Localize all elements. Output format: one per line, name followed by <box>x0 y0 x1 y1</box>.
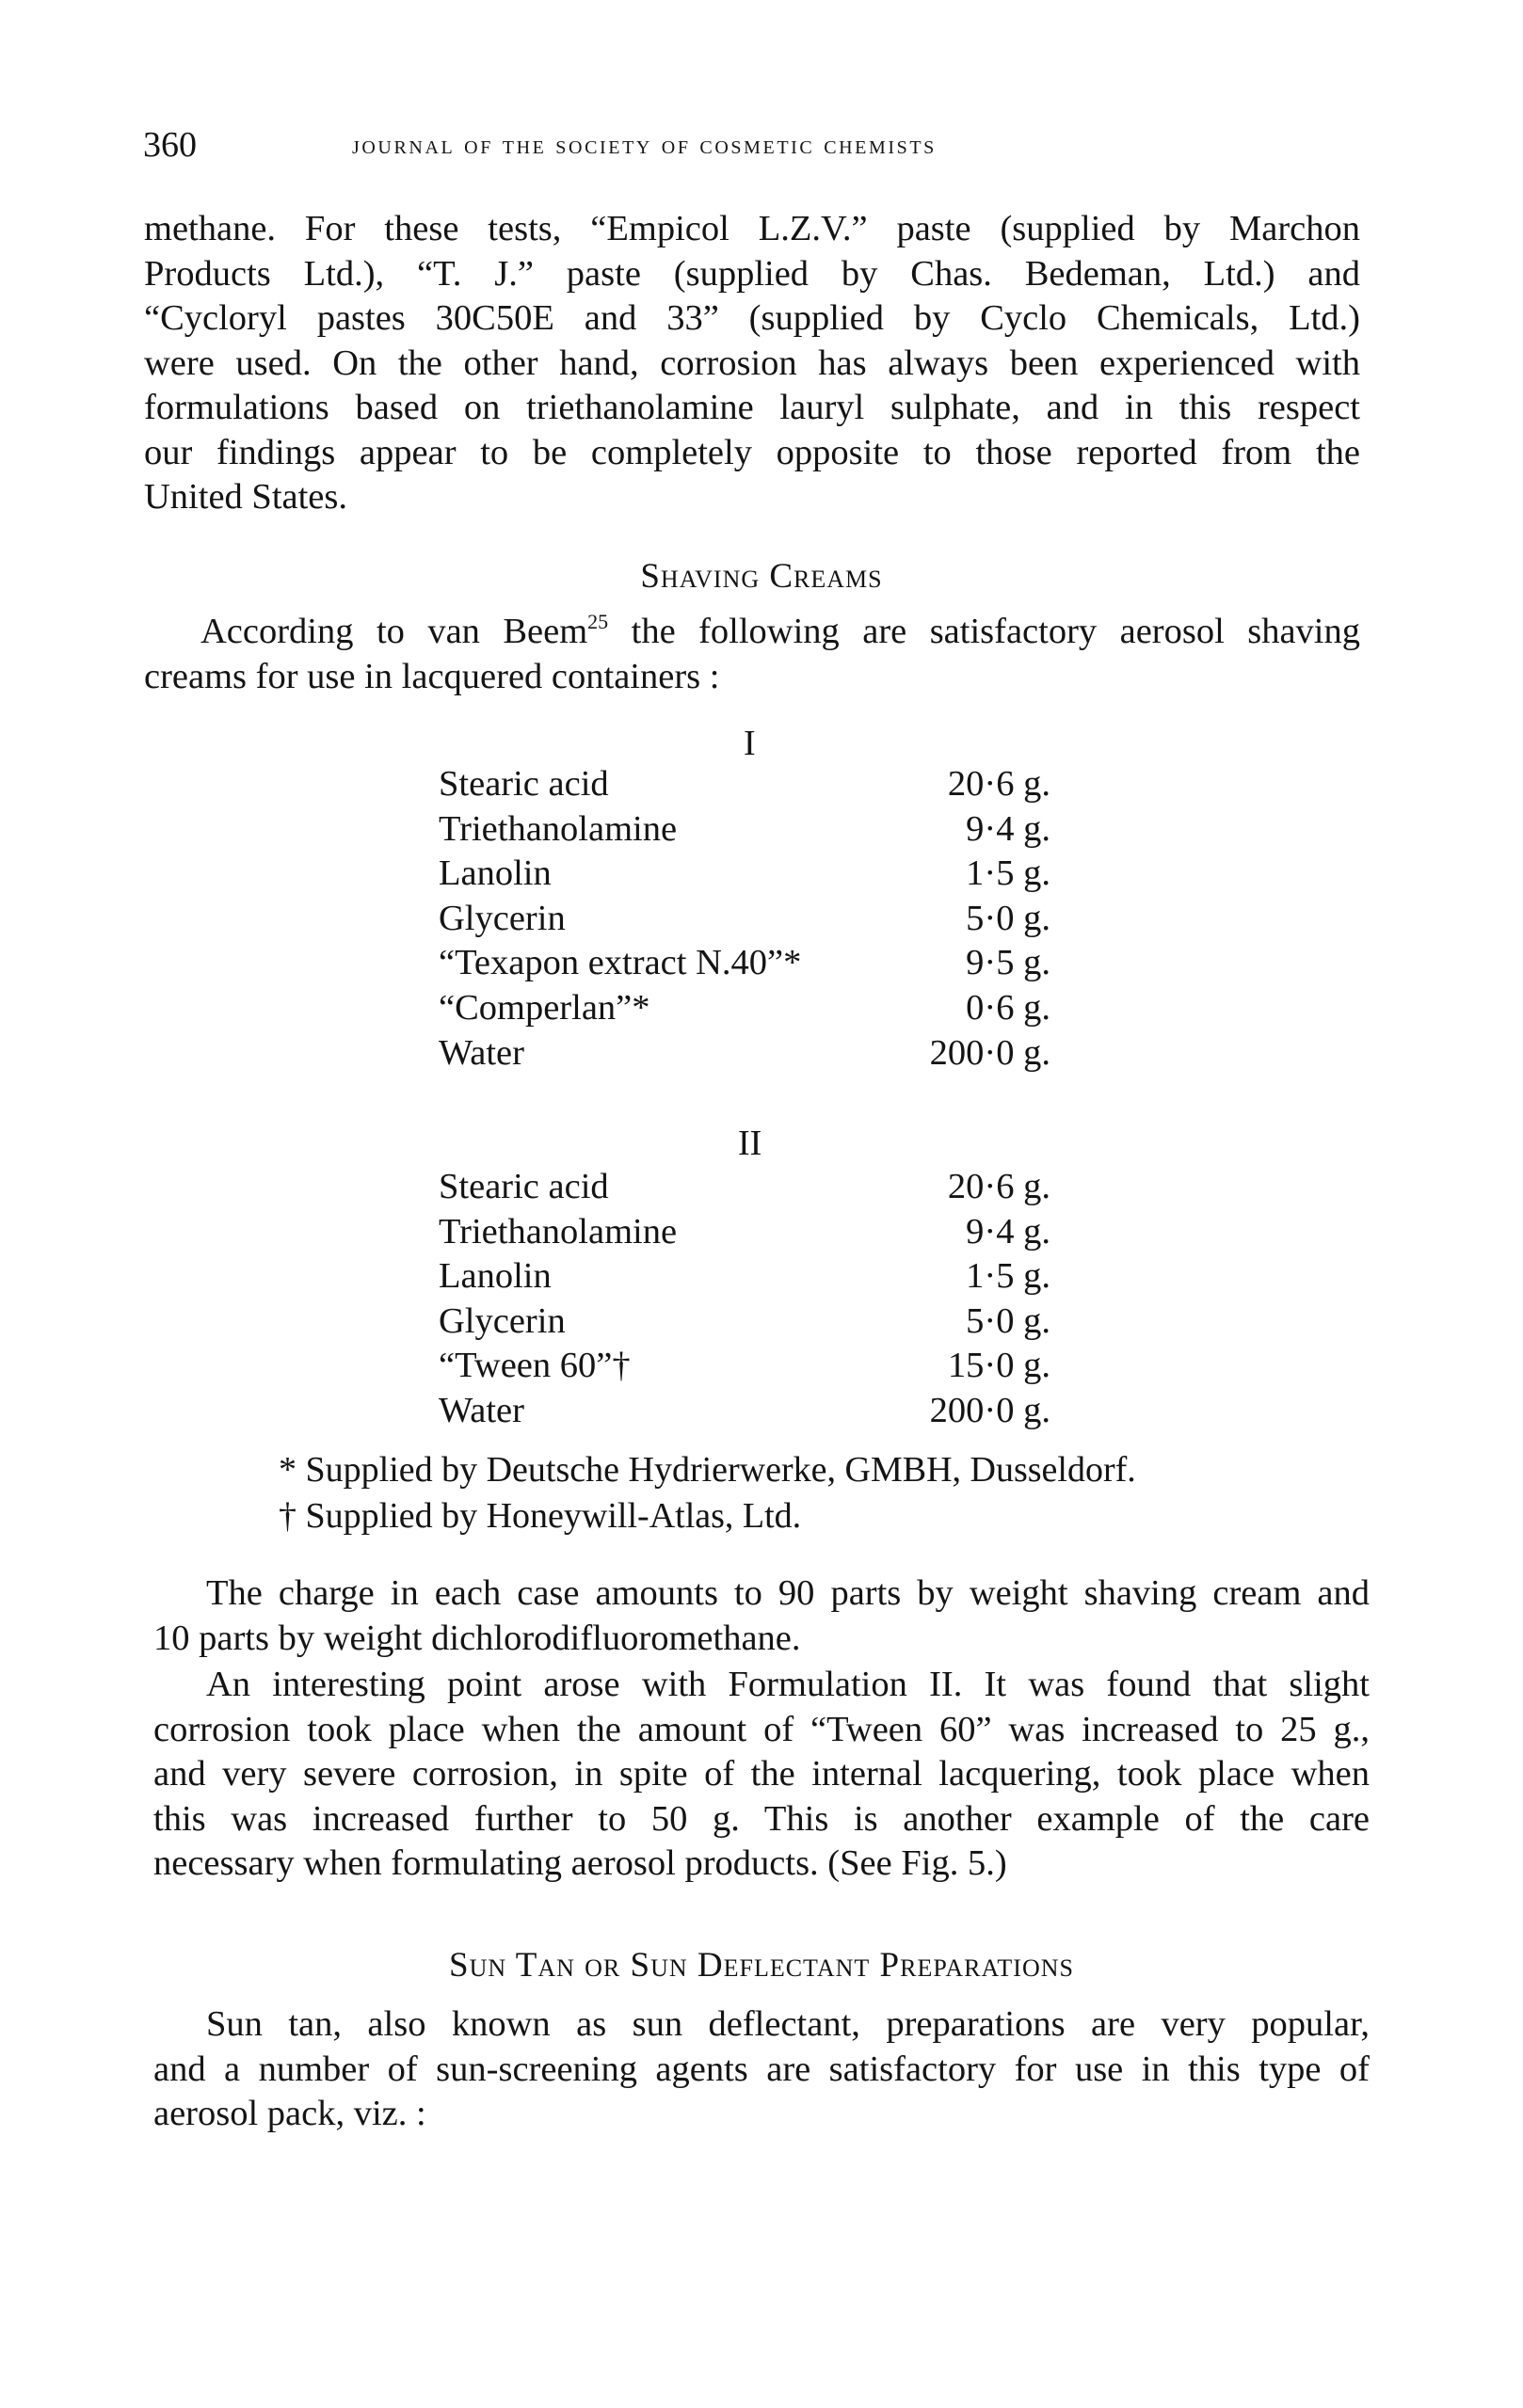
ingredient-amount: 200·0 g. <box>929 1390 1050 1430</box>
text-line: our findings appear to be completely opposite to those reported from the <box>144 432 1360 472</box>
ingredient-amount: 20·6 g. <box>947 1167 1050 1206</box>
text-fragment: the following are satisfactory aerosol shaving <box>608 612 1360 651</box>
ingredient-name: “Tween 60”† <box>439 1346 631 1386</box>
ingredient-name: Lanolin <box>439 1256 552 1297</box>
text-line: Sun tan, also known as sun deflectant, preparations are very popular, <box>206 2004 1370 2044</box>
formula-row <box>439 1254 1050 1300</box>
text-line: The charge in each case amounts to 90 parts by weight shaving cream and <box>206 1573 1370 1613</box>
ingredient-amount: 5·0 g. <box>966 1300 1050 1341</box>
formula-row <box>439 1031 1050 1076</box>
ingredient-amount: 9·4 g. <box>966 808 1050 849</box>
formula-row <box>439 1300 1050 1345</box>
text-line: methane. For these tests, “Empicol L.Z.V.” paste (supplied by Marchon <box>144 209 1360 248</box>
shaving-intro-paragraph <box>144 610 1360 699</box>
section-heading-sun-tan: Sun Tan or Sun Deflectant Preparations <box>449 1946 1074 1985</box>
formula-row <box>439 1389 1050 1434</box>
text-line: “Cycloryl pastes 30C50E and 33” (supplied by Cyclo Chemicals, Ltd.) <box>144 298 1360 338</box>
ingredient-amount: 0·6 g. <box>966 987 1050 1028</box>
formula-row <box>439 807 1050 853</box>
text-line: this was increased further to 50 g. This is another example of the care <box>153 1798 1370 1839</box>
intro-paragraph <box>144 207 1360 520</box>
ingredient-amount: 5·0 g. <box>966 898 1050 938</box>
formula-row <box>439 1210 1050 1255</box>
ingredient-amount: 9·4 g. <box>966 1211 1050 1252</box>
text-line: 10 parts by weight dichlorodifluoromethane. <box>153 1618 801 1658</box>
ingredient-name: Glycerin <box>439 1300 566 1341</box>
footnote: * Supplied by Deutsche Hydrierwerke, GMBH, Dusseldorf. <box>279 1450 1136 1490</box>
formula-label: II <box>738 1124 762 1163</box>
section-heading-shaving-creams: Shaving Creams <box>640 557 883 596</box>
formula-table <box>439 762 1050 1076</box>
interesting-paragraph <box>153 1663 1370 1887</box>
formula-row <box>439 1165 1050 1210</box>
ingredient-amount: 20·6 g. <box>947 764 1050 804</box>
formula-row <box>439 1344 1050 1389</box>
text-line: Products Ltd.), “T. J.” paste (supplied by Chas. Bedeman, Ltd.) and <box>144 253 1360 294</box>
formula-row <box>439 762 1050 807</box>
ingredient-amount: 9·5 g. <box>966 943 1050 983</box>
formula-table <box>439 1165 1050 1434</box>
ingredient-amount: 1·5 g. <box>966 1256 1050 1297</box>
ingredient-amount: 200·0 g. <box>929 1032 1050 1073</box>
text-line: An interesting point arose with Formulation II. It was found that slight <box>206 1665 1370 1704</box>
ingredient-name: Glycerin <box>439 898 566 938</box>
ingredient-amount: 15·0 g. <box>947 1346 1050 1386</box>
ingredient-name: Triethanolamine <box>439 1211 678 1252</box>
formula-row <box>439 897 1050 942</box>
journal-title: journal of the society of cosmetic chemists <box>352 130 937 160</box>
reference-superscript: 25 <box>587 610 609 633</box>
formula-row <box>439 986 1050 1031</box>
formula-label: I <box>744 724 756 763</box>
ingredient-name: Stearic acid <box>439 1167 609 1206</box>
ingredient-name: Water <box>439 1390 524 1430</box>
suntan-paragraph <box>153 2002 1370 2137</box>
text-line: United States. <box>144 477 347 517</box>
charge-paragraph <box>153 1571 1370 1661</box>
ingredient-name: “Comperlan”* <box>439 987 650 1028</box>
ingredient-name: Stearic acid <box>439 764 609 804</box>
footnote: † Supplied by Honeywill-Atlas, Ltd. <box>279 1496 802 1536</box>
text-line: creams for use in lacquered containers : <box>144 656 720 696</box>
text-fragment: According to van Beem <box>200 612 588 651</box>
ingredient-name: Water <box>439 1032 524 1073</box>
page-number: 360 <box>143 125 197 165</box>
formula-row <box>439 852 1050 897</box>
ingredient-name: “Texapon extract N.40”* <box>439 943 802 983</box>
text-line: aerosol pack, viz. : <box>153 2094 426 2133</box>
ingredient-name: Triethanolamine <box>439 808 678 849</box>
ingredient-name: Lanolin <box>439 853 552 894</box>
running-head <box>143 124 1367 166</box>
text-line: formulations based on triethanolamine lauryl sulphate, and in this respect <box>144 388 1360 427</box>
text-line: and a number of sun-screening agents are satisfactory for use in this type of <box>153 2049 1370 2089</box>
formula-row <box>439 941 1050 986</box>
ingredient-amount: 1·5 g. <box>966 853 1050 894</box>
text-line: necessary when formulating aerosol products. (See Fig. 5.) <box>153 1843 1007 1883</box>
text-line: corrosion took place when the amount of “Tween 60” was increased to 25 g., <box>153 1709 1370 1749</box>
text-line: and very severe corrosion, in spite of the internal lacquering, took place when <box>153 1754 1370 1794</box>
text-line <box>144 610 1360 655</box>
text-line: were used. On the other hand, corrosion has always been experienced with <box>144 343 1360 383</box>
